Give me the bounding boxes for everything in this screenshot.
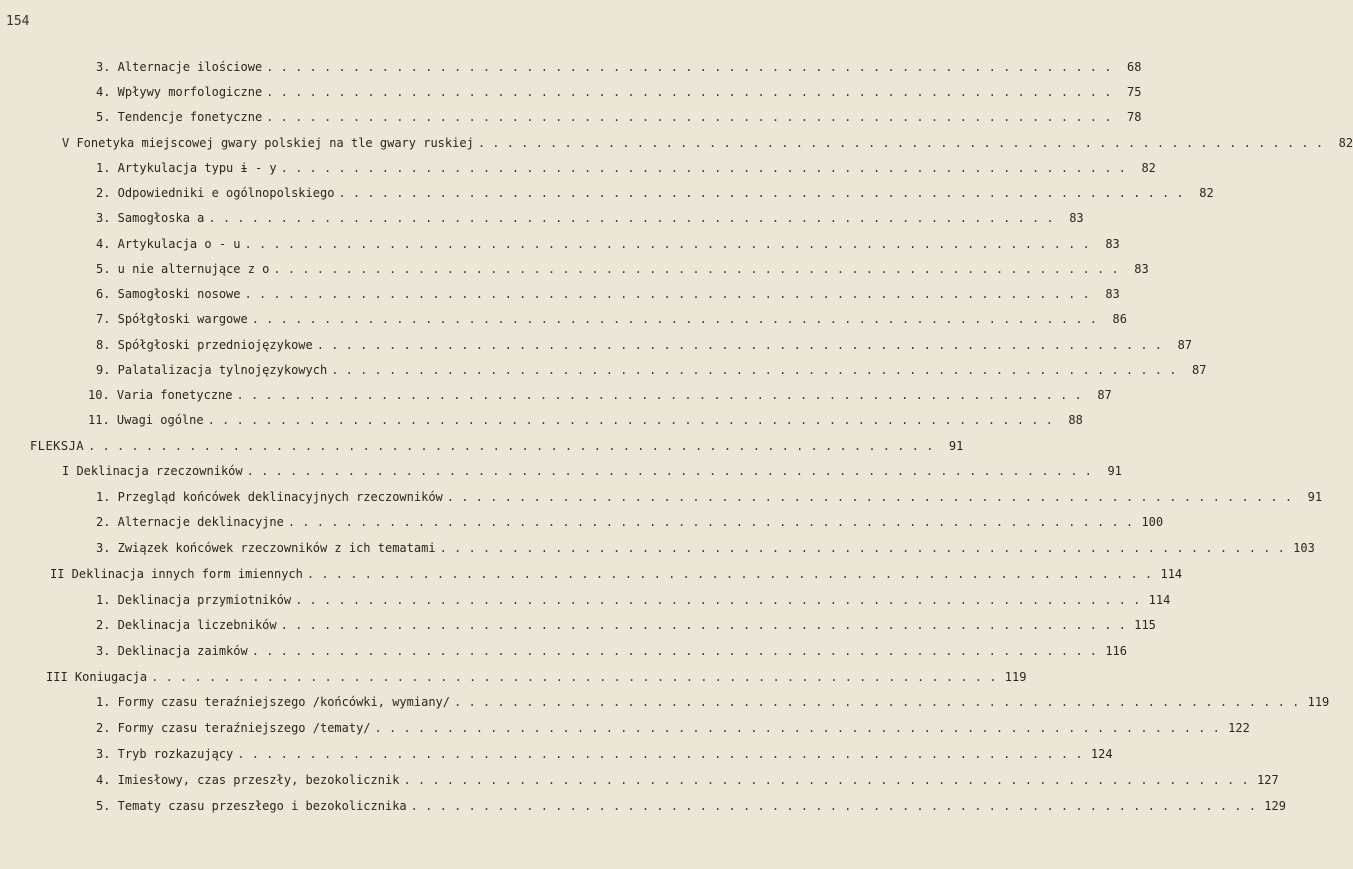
- toc-entry: [96, 793, 1286, 813]
- toc-entry: [62, 458, 1122, 478]
- toc-entry-title: V Fonetyka miejscowej gwary polskiej na tle gwary ruskiej: [62, 136, 474, 150]
- toc-entry-leader: . . . . . . . . . . . . . . . . . . . . . . . . . . . . . . . . . . . . . . . . . . . . . . . . . . . . . . . . . . .: [244, 287, 1090, 301]
- toc-entry-title: 2. Deklinacja liczebników: [96, 618, 277, 632]
- toc-entry-page: 78: [1127, 110, 1142, 124]
- toc-entry-page: 83: [1105, 287, 1120, 301]
- toc-entry: [96, 587, 1171, 607]
- toc-entry: [88, 407, 1083, 427]
- toc-entry-title: 1. Artykulacja typu ɨ - y: [96, 161, 277, 175]
- toc-entry-page: 83: [1134, 262, 1149, 276]
- toc-entry: [96, 689, 1330, 709]
- toc-entry-page: 87: [1192, 363, 1207, 377]
- toc-entry-page: 103: [1293, 541, 1315, 555]
- toc-entry-leader: . . . . . . . . . . . . . . . . . . . . . . . . . . . . . . . . . . . . . . . . . . . . . . . . . . . . . . . . . . .: [244, 237, 1090, 251]
- toc-entry-title: 6. Samogłoski nosowe: [96, 287, 241, 301]
- toc-entry-leader: . . . . . . . . . . . . . . . . . . . . . . . . . . . . . . . . . . . . . . . . . . . . . . . . . . . . . . . . . . .: [295, 593, 1141, 607]
- toc-entry-leader: . . . . . . . . . . . . . . . . . . . . . . . . . . . . . . . . . . . . . . . . . . . . . . . . . . . . . . . . . . .: [287, 515, 1134, 529]
- toc-entry-leader: . . . . . . . . . . . . . . . . . . . . . . . . . . . . . . . . . . . . . . . . . . . . . . . . . . . . . . . . . . .: [439, 541, 1285, 555]
- toc-entry-title: 5. u nie alternujące z o: [96, 262, 270, 276]
- toc-entry-page: 83: [1105, 237, 1120, 251]
- toc-entry-page: 91: [948, 439, 964, 453]
- toc-entry-leader: . . . . . . . . . . . . . . . . . . . . . . . . . . . . . . . . . . . . . . . . . . . . . . . . . . . . . . . . . . .: [338, 186, 1184, 200]
- toc-entry-page: 122: [1228, 721, 1250, 735]
- toc-entry-page: 114: [1148, 593, 1171, 607]
- toc-entry-page: 114: [1160, 567, 1183, 581]
- toc-entry: [96, 155, 1156, 175]
- toc-entry: [96, 612, 1156, 632]
- toc-entry: [96, 357, 1207, 377]
- toc-entry-leader: . . . . . . . . . . . . . . . . . . . . . . . . . . . . . . . . . . . . . . . . . . . . . . . . . . . . . . . . . . .: [454, 695, 1300, 709]
- toc-entry-title: 5. Tendencje fonetyczne: [96, 110, 263, 124]
- toc-entry-page: 119: [1004, 670, 1027, 684]
- toc-entry: [96, 306, 1127, 326]
- toc-entry-leader: . . . . . . . . . . . . . . . . . . . . . . . . . . . . . . . . . . . . . . . . . . . . . . . . . . . . . . . . . . .: [207, 413, 1053, 427]
- toc-entry-page: 87: [1097, 388, 1112, 402]
- toc-entry-page: 87: [1177, 338, 1193, 352]
- toc-entry-title: 11. Uwagi ogólne: [88, 413, 204, 427]
- toc-entry-page: 127: [1257, 773, 1279, 787]
- toc-entry: [88, 382, 1112, 402]
- toc-entry-leader: . . . . . . . . . . . . . . . . . . . . . . . . . . . . . . . . . . . . . . . . . . . . . . . . . . . . . . . . . . .: [246, 464, 1092, 478]
- toc-entry-leader: . . . . . . . . . . . . . . . . . . . . . . . . . . . . . . . . . . . . . . . . . . . . . . . . . . . . . . . . . . .: [331, 363, 1177, 377]
- toc-entry-leader: . . . . . . . . . . . . . . . . . . . . . . . . . . . . . . . . . . . . . . . . . . . . . . . . . . . . . . . . . . .: [251, 312, 1097, 326]
- toc-entry-leader: . . . . . . . . . . . . . . . . . . . . . . . . . . . . . . . . . . . . . . . . . . . . . . . . . . . . . . . . . . .: [280, 161, 1126, 175]
- toc-entry: [96, 180, 1214, 200]
- toc-entry-leader: . . . . . . . . . . . . . . . . . . . . . . . . . . . . . . . . . . . . . . . . . . . . . . . . . . . . . . . . . . .: [403, 773, 1249, 787]
- toc-entry: [96, 741, 1113, 761]
- toc-entry: [96, 535, 1315, 555]
- toc-entry: [96, 767, 1279, 787]
- toc-entry-leader: . . . . . . . . . . . . . . . . . . . . . . . . . . . . . . . . . . . . . . . . . . . . . . . . . . . . . . . . . . .: [208, 211, 1054, 225]
- toc-entry: [96, 638, 1127, 658]
- toc-entry-leader: . . . . . . . . . . . . . . . . . . . . . . . . . . . . . . . . . . . . . . . . . . . . . . . . . . . . . . . . . . .: [151, 670, 997, 684]
- toc-entry-page: 115: [1134, 618, 1156, 632]
- toc-entry-leader: . . . . . . . . . . . . . . . . . . . . . . . . . . . . . . . . . . . . . . . . . . . . . . . . . . . . . . . . . . .: [266, 85, 1112, 99]
- toc-entry-page: 100: [1141, 515, 1164, 529]
- toc-entry-page: 86: [1112, 312, 1127, 326]
- toc-entry: [96, 332, 1193, 352]
- toc-entry: [96, 205, 1084, 225]
- toc-entry-page: 116: [1105, 644, 1127, 658]
- toc-entry-leader: . . . . . . . . . . . . . . . . . . . . . . . . . . . . . . . . . . . . . . . . . . . . . . . . . . . . . . . . . . .: [273, 262, 1119, 276]
- toc-entry-title: 3. Alternacje ilościowe: [96, 60, 263, 74]
- toc-entry-page: 83: [1069, 211, 1084, 225]
- toc-entry: [46, 664, 1027, 684]
- toc-entry-title: 7. Spółgłoski wargowe: [96, 312, 248, 326]
- toc-entry-leader: . . . . . . . . . . . . . . . . . . . . . . . . . . . . . . . . . . . . . . . . . . . . . . . . . . . . . . . . . . .: [236, 388, 1082, 402]
- toc-entry-page: 82: [1338, 136, 1353, 150]
- toc-entry-page: 82: [1199, 186, 1214, 200]
- toc-entry-title: 1. Przegląd końcówek deklinacyjnych rzeczowników: [96, 490, 443, 504]
- toc-entry-leader: . . . . . . . . . . . . . . . . . . . . . . . . . . . . . . . . . . . . . . . . . . . . . . . . . . . . . . . . . . .: [266, 110, 1112, 124]
- toc-section-heading: [30, 433, 964, 453]
- toc-entry-title: 1. Deklinacja przymiotników: [96, 593, 292, 607]
- toc-entry-title: 4. Wpływy morfologiczne: [96, 85, 263, 99]
- toc-entry: [96, 104, 1142, 124]
- toc-entry-leader: . . . . . . . . . . . . . . . . . . . . . . . . . . . . . . . . . . . . . . . . . . . . . . . . . . . . . . . . . . .: [237, 747, 1083, 761]
- toc-entry-title: 9. Palatalizacja tylnojęzykowych: [96, 363, 328, 377]
- toc-entry-title: 4. Imiesłowy, czas przeszły, bezokolicznik: [96, 773, 400, 787]
- toc-entry: [96, 715, 1250, 735]
- toc-entry-page: 88: [1068, 413, 1083, 427]
- toc-entry-page: 129: [1264, 799, 1286, 813]
- toc-entry-leader: . . . . . . . . . . . . . . . . . . . . . . . . . . . . . . . . . . . . . . . . . . . . . . . . . . . . . . . . . . .: [316, 338, 1163, 352]
- toc-entry-title: 1. Formy czasu teraźniejszego /końcówki, wymiany/: [96, 695, 451, 709]
- toc-entry-title: 3. Deklinacja zaimków: [96, 644, 248, 658]
- toc-entry: [96, 231, 1120, 251]
- toc-entry: [96, 281, 1120, 301]
- toc-entry-title: III Koniugacja: [46, 670, 148, 684]
- toc-entry-title: 3. Tryb rozkazujący: [96, 747, 234, 761]
- toc-entry: [50, 561, 1183, 581]
- toc-entry-leader: . . . . . . . . . . . . . . . . . . . . . . . . . . . . . . . . . . . . . . . . . . . . . . . . . . . . . . . . . . .: [374, 721, 1220, 735]
- toc-entry-leader: . . . . . . . . . . . . . . . . . . . . . . . . . . . . . . . . . . . . . . . . . . . . . . . . . . . . . . . . . . .: [88, 439, 934, 453]
- toc-entry: [96, 484, 1323, 504]
- toc-entry-page: 91: [1307, 490, 1323, 504]
- toc-entry-page: 119: [1307, 695, 1330, 709]
- toc-entry-leader: . . . . . . . . . . . . . . . . . . . . . . . . . . . . . . . . . . . . . . . . . . . . . . . . . . . . . . . . . . .: [251, 644, 1097, 658]
- toc-entry-leader: . . . . . . . . . . . . . . . . . . . . . . . . . . . . . . . . . . . . . . . . . . . . . . . . . . . . . . . . . . .: [280, 618, 1126, 632]
- toc-entry-title: 4. Artykulacja o - u: [96, 237, 241, 251]
- toc-entry: [96, 79, 1142, 99]
- toc-entry: [62, 130, 1353, 150]
- toc-entry-title: I Deklinacja rzeczowników: [62, 464, 243, 478]
- toc-entry-page: 68: [1127, 60, 1142, 74]
- toc-entry-title: II Deklinacja innych form imiennych: [50, 567, 303, 581]
- toc-entry-title: 2. Formy czasu teraźniejszego /tematy/: [96, 721, 371, 735]
- toc-entry-title: 2. Alternacje deklinacyjne: [96, 515, 284, 529]
- toc-entry-title: 5. Tematy czasu przeszłego i bezokolicznika: [96, 799, 407, 813]
- toc-entry: [96, 509, 1164, 529]
- toc-entry-leader: . . . . . . . . . . . . . . . . . . . . . . . . . . . . . . . . . . . . . . . . . . . . . . . . . . . . . . . . . . .: [477, 136, 1324, 150]
- toc-entry-title: 2. Odpowiedniki e ogólnopolskiego: [96, 186, 335, 200]
- toc-entry-page: 124: [1090, 747, 1113, 761]
- toc-entry-title: 8. Spółgłoski przedniojęzykowe: [96, 338, 313, 352]
- toc-entry: [96, 54, 1142, 74]
- toc-entry-title: 3. Związek końcówek rzeczowników z ich tematami: [96, 541, 436, 555]
- toc-entry-leader: . . . . . . . . . . . . . . . . . . . . . . . . . . . . . . . . . . . . . . . . . . . . . . . . . . . . . . . . . . .: [446, 490, 1293, 504]
- toc-entry-page: 82: [1141, 161, 1156, 175]
- toc-entry-title: FLEKSJA: [30, 439, 85, 453]
- page-number: 154: [6, 14, 30, 29]
- toc-entry-leader: . . . . . . . . . . . . . . . . . . . . . . . . . . . . . . . . . . . . . . . . . . . . . . . . . . . . . . . . . . .: [266, 60, 1112, 74]
- toc-entry-page: 91: [1107, 464, 1122, 478]
- toc-entry-title: 10. Varia fonetyczne: [88, 388, 233, 402]
- toc-entry-leader: . . . . . . . . . . . . . . . . . . . . . . . . . . . . . . . . . . . . . . . . . . . . . . . . . . . . . . . . . . .: [410, 799, 1256, 813]
- toc-entry-page: 75: [1127, 85, 1142, 99]
- toc-entry-title: 3. Samogłoska a: [96, 211, 205, 225]
- toc-entry: [96, 256, 1149, 276]
- toc-entry-leader: . . . . . . . . . . . . . . . . . . . . . . . . . . . . . . . . . . . . . . . . . . . . . . . . . . . . . . . . . . .: [306, 567, 1153, 581]
